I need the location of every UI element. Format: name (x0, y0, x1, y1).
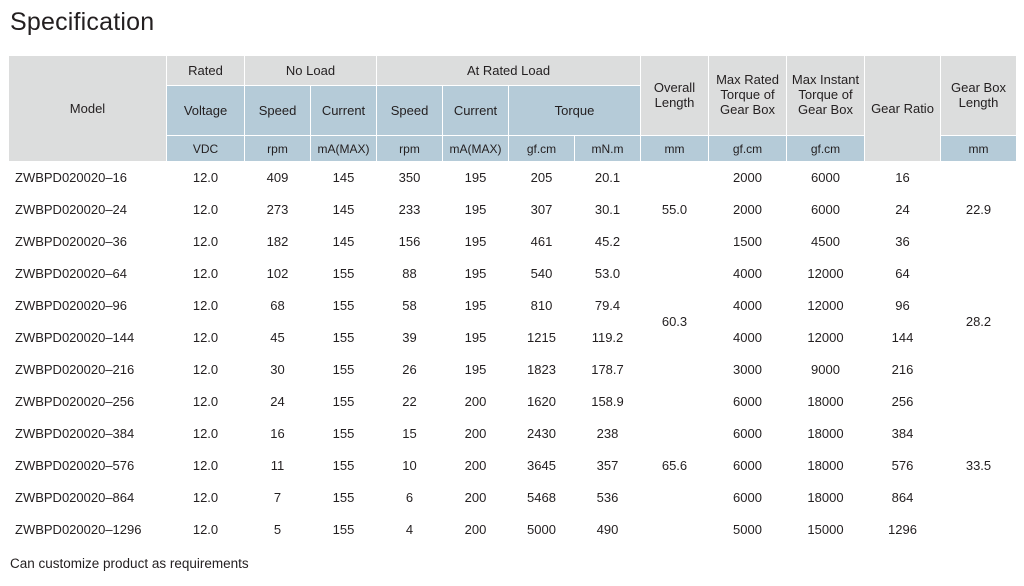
cell-load-speed: 233 (377, 194, 443, 226)
cell-load-speed: 10 (377, 450, 443, 482)
cell-load-current: 200 (443, 450, 509, 482)
cell-max-rated-torque: 4000 (709, 258, 787, 290)
cell-voltage: 12.0 (167, 514, 245, 546)
cell-max-instant-torque: 12000 (787, 258, 865, 290)
header-torque: Torque (509, 86, 641, 136)
cell-load-speed: 4 (377, 514, 443, 546)
cell-load-speed: 350 (377, 162, 443, 194)
cell-gear-ratio: 216 (865, 354, 941, 386)
cell-model: ZWBPD020020–36 (9, 226, 167, 258)
cell-max-instant-torque: 6000 (787, 194, 865, 226)
cell-no-load-speed: 11 (245, 450, 311, 482)
unit-max-instant-torque: gf.cm (787, 136, 865, 162)
cell-torque-gfcm: 5468 (509, 482, 575, 514)
cell-model: ZWBPD020020–144 (9, 322, 167, 354)
table-body (9, 162, 1017, 546)
cell-torque-gfcm: 810 (509, 290, 575, 322)
cell-voltage: 12.0 (167, 290, 245, 322)
table-row (9, 354, 1017, 386)
cell-voltage: 12.0 (167, 194, 245, 226)
cell-no-load-current: 155 (311, 418, 377, 450)
cell-voltage: 12.0 (167, 258, 245, 290)
unit-max-rated-torque: gf.cm (709, 136, 787, 162)
cell-max-rated-torque: 6000 (709, 418, 787, 450)
cell-gear-ratio: 144 (865, 322, 941, 354)
cell-max-rated-torque: 2000 (709, 194, 787, 226)
header-voltage: Voltage (167, 86, 245, 136)
unit-torque-gfcm: gf.cm (509, 136, 575, 162)
cell-no-load-speed: 16 (245, 418, 311, 450)
cell-torque-mnm: 158.9 (575, 386, 641, 418)
cell-gear-box-length: 22.9 (941, 162, 1017, 258)
page-title: Specification (10, 8, 155, 36)
cell-torque-mnm: 20.1 (575, 162, 641, 194)
cell-load-speed: 156 (377, 226, 443, 258)
header-gear-ratio: Gear Ratio (865, 56, 941, 162)
cell-torque-mnm: 30.1 (575, 194, 641, 226)
cell-torque-mnm: 490 (575, 514, 641, 546)
table-row (9, 322, 1017, 354)
unit-overall-length: mm (641, 136, 709, 162)
unit-gear-box-length: mm (941, 136, 1017, 162)
cell-torque-gfcm: 5000 (509, 514, 575, 546)
header-gear-box-length (941, 56, 1017, 136)
cell-no-load-current: 155 (311, 290, 377, 322)
cell-torque-gfcm: 205 (509, 162, 575, 194)
cell-load-current: 195 (443, 226, 509, 258)
cell-max-rated-torque: 4000 (709, 322, 787, 354)
cell-model: ZWBPD020020–24 (9, 194, 167, 226)
cell-max-rated-torque: 6000 (709, 450, 787, 482)
cell-load-current: 200 (443, 482, 509, 514)
cell-no-load-current: 155 (311, 450, 377, 482)
cell-load-current: 195 (443, 290, 509, 322)
cell-voltage: 12.0 (167, 386, 245, 418)
cell-no-load-speed: 409 (245, 162, 311, 194)
cell-max-instant-torque: 18000 (787, 450, 865, 482)
table-row (9, 418, 1017, 450)
cell-no-load-current: 155 (311, 258, 377, 290)
table-header-row-1 (9, 56, 1017, 86)
cell-torque-gfcm: 540 (509, 258, 575, 290)
unit-load-current: mA(MAX) (443, 136, 509, 162)
unit-load-speed: rpm (377, 136, 443, 162)
cell-torque-gfcm: 307 (509, 194, 575, 226)
header-load-current: Current (443, 86, 509, 136)
cell-load-current: 200 (443, 386, 509, 418)
header-max-instant-torque-line2: Torque of (798, 87, 853, 103)
cell-torque-mnm: 53.0 (575, 258, 641, 290)
cell-voltage: 12.0 (167, 226, 245, 258)
cell-load-current: 200 (443, 514, 509, 546)
cell-model: ZWBPD020020–64 (9, 258, 167, 290)
header-model: Model (9, 56, 167, 162)
cell-no-load-speed: 5 (245, 514, 311, 546)
cell-gear-ratio: 64 (865, 258, 941, 290)
cell-torque-mnm: 357 (575, 450, 641, 482)
cell-model: ZWBPD020020–16 (9, 162, 167, 194)
cell-no-load-current: 155 (311, 482, 377, 514)
cell-max-rated-torque: 3000 (709, 354, 787, 386)
cell-no-load-speed: 68 (245, 290, 311, 322)
header-overall-length-line1: Overall (653, 79, 696, 95)
cell-model: ZWBPD020020–1296 (9, 514, 167, 546)
cell-no-load-speed: 7 (245, 482, 311, 514)
cell-load-current: 195 (443, 194, 509, 226)
cell-no-load-speed: 182 (245, 226, 311, 258)
cell-torque-gfcm: 1823 (509, 354, 575, 386)
header-group-at-rated-load: At Rated Load (377, 56, 641, 86)
cell-torque-gfcm: 1215 (509, 322, 575, 354)
cell-torque-gfcm: 1620 (509, 386, 575, 418)
cell-load-current: 195 (443, 258, 509, 290)
header-max-rated-torque-line2: Torque of (720, 87, 775, 103)
cell-max-instant-torque: 18000 (787, 482, 865, 514)
cell-no-load-current: 155 (311, 322, 377, 354)
cell-gear-ratio: 256 (865, 386, 941, 418)
cell-no-load-speed: 24 (245, 386, 311, 418)
cell-voltage: 12.0 (167, 450, 245, 482)
table-row (9, 450, 1017, 482)
cell-max-rated-torque: 1500 (709, 226, 787, 258)
header-max-rated-torque (709, 56, 787, 136)
table-row (9, 514, 1017, 546)
cell-voltage: 12.0 (167, 162, 245, 194)
cell-load-current: 195 (443, 162, 509, 194)
cell-max-instant-torque: 15000 (787, 514, 865, 546)
cell-overall-length: 55.0 (641, 162, 709, 258)
table-row (9, 226, 1017, 258)
unit-voltage: VDC (167, 136, 245, 162)
specification-table-container (8, 55, 1016, 546)
cell-model: ZWBPD020020–96 (9, 290, 167, 322)
table-row (9, 162, 1017, 194)
cell-max-instant-torque: 9000 (787, 354, 865, 386)
cell-torque-mnm: 119.2 (575, 322, 641, 354)
table-row (9, 194, 1017, 226)
cell-load-current: 200 (443, 418, 509, 450)
cell-voltage: 12.0 (167, 482, 245, 514)
cell-gear-ratio: 864 (865, 482, 941, 514)
cell-model: ZWBPD020020–216 (9, 354, 167, 386)
cell-model: ZWBPD020020–256 (9, 386, 167, 418)
header-max-instant-torque-line1: Max Instant (791, 72, 860, 88)
cell-torque-mnm: 178.7 (575, 354, 641, 386)
header-overall-length-line2: Length (654, 94, 695, 110)
cell-no-load-speed: 102 (245, 258, 311, 290)
unit-no-load-current: mA(MAX) (311, 136, 377, 162)
cell-model: ZWBPD020020–576 (9, 450, 167, 482)
cell-max-instant-torque: 12000 (787, 290, 865, 322)
cell-max-instant-torque: 18000 (787, 386, 865, 418)
cell-load-speed: 88 (377, 258, 443, 290)
header-group-rated: Rated (167, 56, 245, 86)
cell-max-rated-torque: 6000 (709, 482, 787, 514)
cell-voltage: 12.0 (167, 418, 245, 450)
cell-gear-ratio: 16 (865, 162, 941, 194)
cell-load-speed: 15 (377, 418, 443, 450)
cell-max-instant-torque: 4500 (787, 226, 865, 258)
unit-no-load-speed: rpm (245, 136, 311, 162)
header-max-instant-torque-line3: Gear Box (798, 101, 853, 117)
cell-overall-length: 60.3 (641, 258, 709, 386)
cell-gear-box-length: 33.5 (941, 386, 1017, 546)
cell-load-current: 195 (443, 322, 509, 354)
cell-max-rated-torque: 2000 (709, 162, 787, 194)
header-max-instant-torque (787, 56, 865, 136)
cell-load-speed: 22 (377, 386, 443, 418)
cell-no-load-speed: 273 (245, 194, 311, 226)
table-row (9, 386, 1017, 418)
header-no-load-speed: Speed (245, 86, 311, 136)
cell-torque-gfcm: 3645 (509, 450, 575, 482)
cell-no-load-current: 145 (311, 162, 377, 194)
cell-max-instant-torque: 6000 (787, 162, 865, 194)
cell-overall-length: 65.6 (641, 386, 709, 546)
cell-load-speed: 6 (377, 482, 443, 514)
header-load-speed: Speed (377, 86, 443, 136)
cell-load-speed: 58 (377, 290, 443, 322)
cell-load-speed: 26 (377, 354, 443, 386)
cell-max-rated-torque: 5000 (709, 514, 787, 546)
cell-no-load-current: 155 (311, 354, 377, 386)
cell-load-current: 195 (443, 354, 509, 386)
header-max-rated-torque-line3: Gear Box (720, 101, 775, 117)
cell-torque-mnm: 238 (575, 418, 641, 450)
cell-no-load-speed: 45 (245, 322, 311, 354)
cell-model: ZWBPD020020–384 (9, 418, 167, 450)
cell-torque-gfcm: 461 (509, 226, 575, 258)
cell-voltage: 12.0 (167, 354, 245, 386)
cell-gear-ratio: 384 (865, 418, 941, 450)
cell-torque-mnm: 79.4 (575, 290, 641, 322)
footnote: Can customize product as requirements (10, 556, 249, 571)
cell-no-load-current: 155 (311, 386, 377, 418)
cell-voltage: 12.0 (167, 322, 245, 354)
cell-torque-gfcm: 2430 (509, 418, 575, 450)
header-gear-box-length-line1: Gear Box (951, 79, 1006, 95)
header-overall-length (641, 56, 709, 136)
cell-model: ZWBPD020020–864 (9, 482, 167, 514)
header-no-load-current: Current (311, 86, 377, 136)
cell-gear-ratio: 96 (865, 290, 941, 322)
cell-no-load-speed: 30 (245, 354, 311, 386)
cell-load-speed: 39 (377, 322, 443, 354)
cell-max-rated-torque: 4000 (709, 290, 787, 322)
cell-max-instant-torque: 18000 (787, 418, 865, 450)
cell-gear-ratio: 576 (865, 450, 941, 482)
cell-gear-box-length: 28.2 (941, 258, 1017, 386)
table-row (9, 482, 1017, 514)
header-gear-box-length-line2: Length (958, 94, 999, 110)
cell-torque-mnm: 45.2 (575, 226, 641, 258)
cell-max-rated-torque: 6000 (709, 386, 787, 418)
cell-gear-ratio: 1296 (865, 514, 941, 546)
cell-no-load-current: 155 (311, 514, 377, 546)
specification-table (8, 55, 1017, 546)
cell-gear-ratio: 24 (865, 194, 941, 226)
cell-gear-ratio: 36 (865, 226, 941, 258)
cell-max-instant-torque: 12000 (787, 322, 865, 354)
header-max-rated-torque-line1: Max Rated (716, 72, 779, 88)
cell-no-load-current: 145 (311, 226, 377, 258)
unit-torque-mnm: mN.m (575, 136, 641, 162)
cell-torque-mnm: 536 (575, 482, 641, 514)
table-row (9, 258, 1017, 290)
cell-no-load-current: 145 (311, 194, 377, 226)
header-group-no-load: No Load (245, 56, 377, 86)
table-row (9, 290, 1017, 322)
